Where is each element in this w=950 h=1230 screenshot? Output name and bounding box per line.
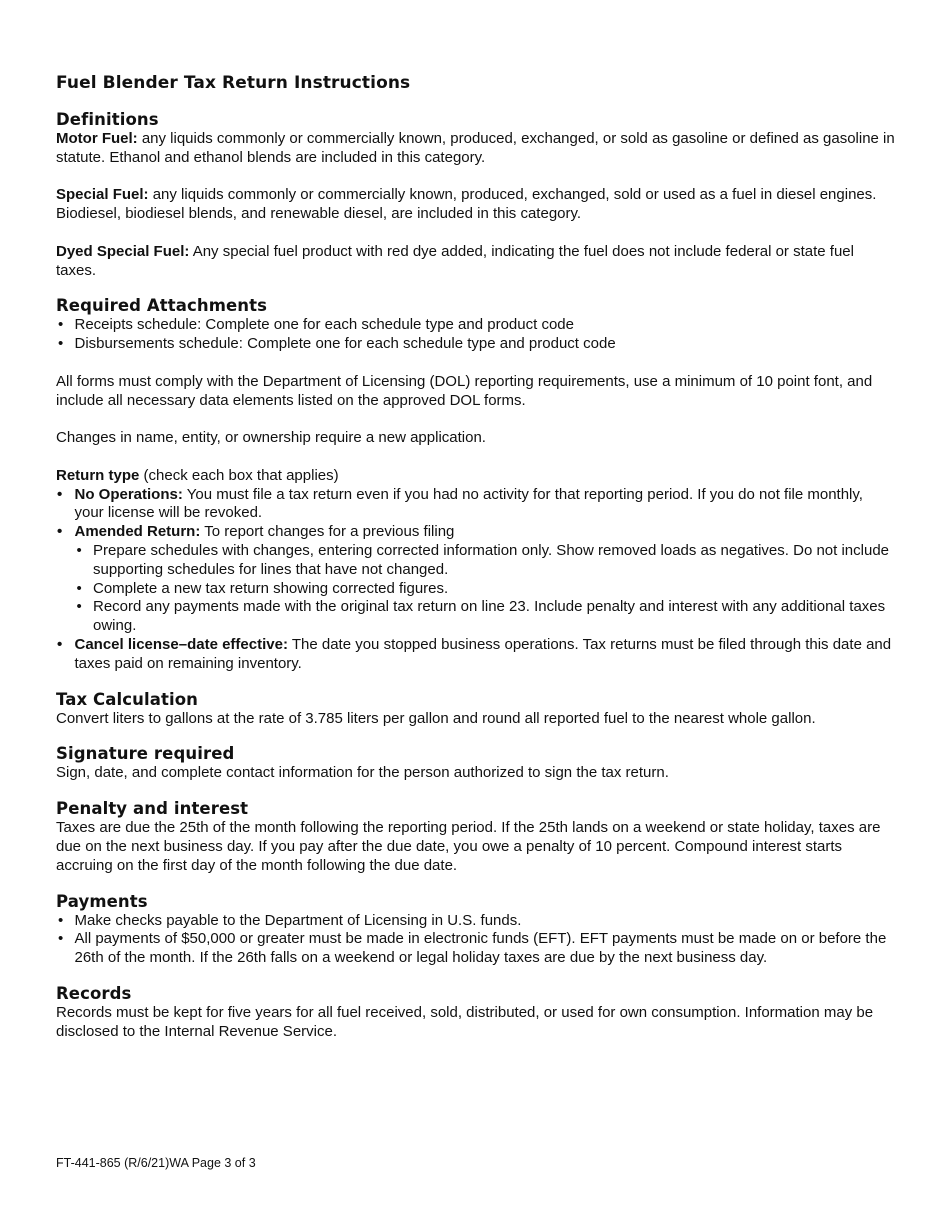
list-item: • Complete a new tax return showing corrected figures.: [76, 579, 449, 597]
list-item: • All payments of $50,000 or greater must be made in electronic funds (EFT). EFT payments must be made on or before the 26th of the month. If the 26th falls on a weekend or legal holiday taxes are due by the next business day.: [58, 930, 887, 967]
bullet: •: [57, 523, 63, 541]
bullet: •: [58, 335, 64, 353]
definition-special-fuel: [56, 186, 896, 224]
return-type-intro: Return type (check each box that applies): [56, 466, 339, 484]
bullet: •: [57, 485, 63, 503]
definition-term: Special Fuel:: [56, 186, 149, 204]
return-type-list-cont: [56, 636, 896, 674]
changes-note: Changes in name, entity, or ownership require a new application.: [56, 429, 486, 447]
bullet: •: [76, 598, 82, 616]
bullet: •: [76, 579, 82, 597]
bullet: •: [58, 316, 64, 334]
page-title: Fuel Blender Tax Return Instructions: [56, 73, 411, 93]
bullet: •: [58, 911, 64, 929]
return-type-list: [56, 486, 896, 542]
document-page: [56, 72, 896, 1041]
bullet: •: [57, 635, 63, 653]
list-item: • Make checks payable to the Department of Licensing in U.S. funds.: [58, 911, 522, 929]
amended-sub-list: [56, 542, 896, 636]
bullet: •: [76, 541, 82, 559]
definition-text: any liquids commonly or commercially known, produced, exchanged, sold or used as a fuel in diesel engines. Biodiesel, biodiesel blends, and renewable diesel, are included in this category.: [56, 186, 877, 223]
records-text: Records must be kept for five years for all fuel received, sold, distributed, or used for own consumption. Information may be disclosed to the Internal Revenue Service.: [56, 1003, 874, 1040]
bullet: •: [58, 930, 64, 948]
list-item: • Record any payments made with the original tax return on line 23. Include penalty and interest with any additional taxes owing.: [76, 598, 886, 635]
list-item: • Receipts schedule: Complete one for each schedule type and product code: [58, 316, 574, 334]
definition-term: Dyed Special Fuel:: [56, 242, 190, 260]
definition-motor-fuel: [56, 130, 896, 168]
list-item: • Prepare schedules with changes, entering corrected information only. Show removed loads as negatives. Do not include supporting schedules for lines that have not changed.: [76, 541, 890, 578]
payments-heading: Payments: [56, 891, 148, 911]
return-type-cancel: • Cancel license–date effective: The date you stopped business operations. Tax returns must be filed through this date and taxes paid on remaining inventory.: [57, 635, 892, 672]
signature-text: Sign, date, and complete contact information for the person authorized to sign the tax return.: [56, 764, 669, 782]
definition-text: Any special fuel product with red dye added, indicating the fuel does not include federal or state fuel taxes.: [56, 242, 854, 279]
definition-text: any liquids commonly or commercially known, produced, exchanged, or sold as gasoline or defined as gasoline in statute. Ethanol and ethanol blends are included in this category.: [56, 130, 895, 166]
definition-dyed-special-fuel: [56, 243, 896, 281]
definition-term: Motor Fuel:: [56, 130, 138, 147]
compliance-note: All forms must comply with the Department of Licensing (DOL) reporting requirements, use a minimum of 10 point font, and include all necessary data elements listed on the approved DOL forms.: [56, 372, 873, 409]
definitions-heading: Definitions: [56, 110, 159, 129]
return-type-amended: • Amended Return: To report changes for a previous filing: [57, 523, 455, 541]
return-type-no-operations: • No Operations: You must file a tax return even if you had no activity for that reporting period. If you do not file monthly, your license will be revoked.: [57, 485, 863, 522]
penalty-heading: Penalty and interest: [56, 799, 249, 819]
attachments-list: [56, 316, 896, 354]
records-heading: Records: [56, 983, 132, 1003]
page-footer: FT-441-865 (R/6/21)WA Page 3 of 3: [56, 1156, 256, 1170]
signature-heading: Signature required: [56, 744, 235, 764]
payments-list: [56, 912, 896, 968]
tax-calculation-heading: Tax Calculation: [56, 689, 198, 709]
attachments-heading: Required Attachments: [56, 296, 268, 316]
list-item: • Disbursements schedule: Complete one for each schedule type and product code: [58, 335, 616, 353]
return-type-label: Return type: [56, 466, 140, 484]
tax-calculation-text: Convert liters to gallons at the rate of 3.785 liters per gallon and round all reported fuel to the nearest whole gallon.: [56, 709, 816, 727]
penalty-text: Taxes are due the 25th of the month following the reporting period. If the 25th lands on a weekend or state holiday, taxes are due on the next business day. If you pay after the due date, you owe a penalty of 10 percent. Compound interest starts accruing on the first day of the month following the due date.: [56, 819, 881, 874]
